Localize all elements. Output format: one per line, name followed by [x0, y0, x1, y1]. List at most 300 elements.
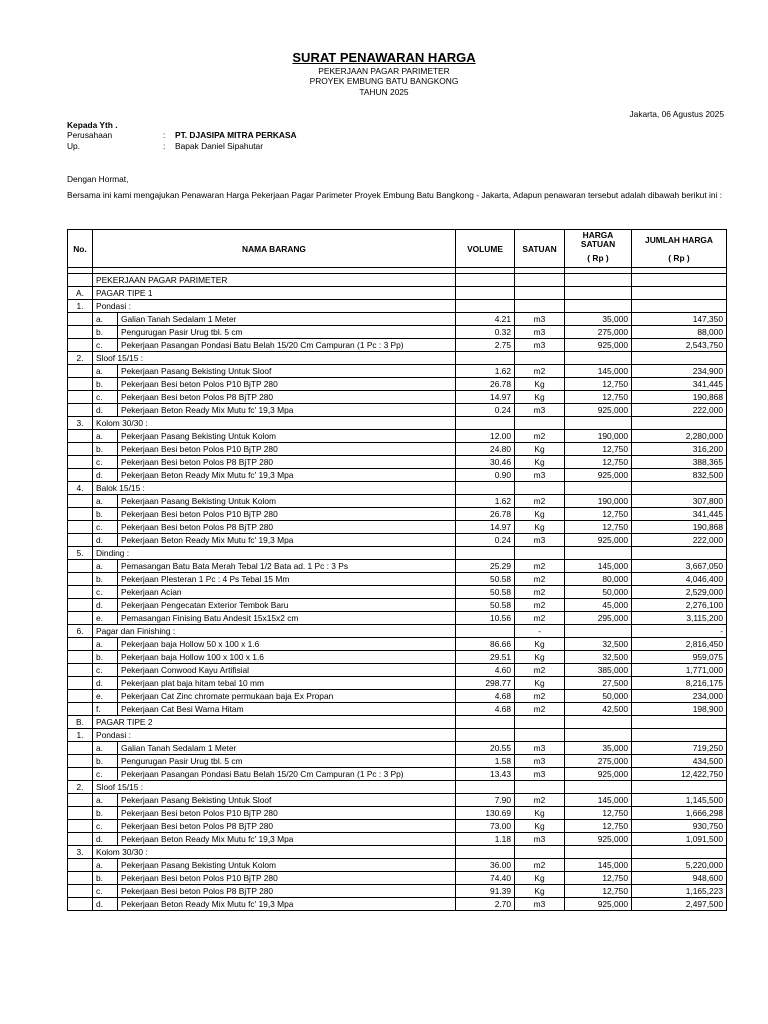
cell-no: 3.	[68, 846, 93, 859]
cell-satuan	[515, 781, 565, 794]
cell-sub-letter: c.	[93, 521, 118, 534]
cell-no	[68, 508, 93, 521]
table-row	[68, 833, 727, 846]
cell-jumlah: 234,900	[632, 365, 727, 378]
cell-jumlah: 2,497,500	[632, 898, 727, 911]
table-row	[68, 599, 727, 612]
cell-satuan: m3	[515, 768, 565, 781]
cell-desc: Galian Tanah Sedalam 1 Meter	[118, 742, 456, 755]
table-row	[68, 664, 727, 677]
table-row	[68, 417, 727, 430]
cell-jumlah: 719,250	[632, 742, 727, 755]
cell-harga: 32,500	[565, 638, 632, 651]
cell-jumlah	[632, 846, 727, 859]
table-row	[68, 638, 727, 651]
cell-volume	[456, 625, 515, 638]
cell-volume	[456, 781, 515, 794]
cell-satuan: m3	[515, 469, 565, 482]
cell-harga	[565, 781, 632, 794]
cell-desc: Pekerjaan Pasang Bekisting Untuk Kolom	[118, 495, 456, 508]
cell-no	[68, 677, 93, 690]
table-row	[68, 521, 727, 534]
cell-sub-letter: c.	[93, 768, 118, 781]
table-row	[68, 547, 727, 560]
cell-jumlah: 1,771,000	[632, 664, 727, 677]
table-row	[68, 820, 727, 833]
cell-volume: 10.56	[456, 612, 515, 625]
cell-no: 1.	[68, 300, 93, 313]
table-row	[68, 430, 727, 443]
cell-jumlah	[632, 300, 727, 313]
cell-volume	[456, 274, 515, 287]
cell-sub-letter: d.	[93, 404, 118, 417]
cell-harga: 35,000	[565, 313, 632, 326]
cell-sub-letter: f.	[93, 703, 118, 716]
cell-sub-letter: a.	[93, 365, 118, 378]
cell-jumlah: -	[632, 625, 727, 638]
cell-sub-letter: b.	[93, 755, 118, 768]
cell-jumlah: 198,900	[632, 703, 727, 716]
cell-harga	[565, 352, 632, 365]
cell-volume: 0.24	[456, 404, 515, 417]
cell-volume: 91.39	[456, 885, 515, 898]
table-row	[68, 885, 727, 898]
cell-harga	[565, 625, 632, 638]
cell-desc: Pagar dan Finishing :	[93, 625, 456, 638]
cell-harga	[565, 716, 632, 729]
cell-harga: 12,750	[565, 807, 632, 820]
cell-satuan: Kg	[515, 443, 565, 456]
cell-no	[68, 534, 93, 547]
cell-volume: 0.24	[456, 534, 515, 547]
document-subtitle-project: PEKERJAAN PAGAR PARIMETER	[318, 66, 450, 76]
cell-no	[68, 755, 93, 768]
cell-harga: 925,000	[565, 469, 632, 482]
cell-no	[68, 521, 93, 534]
cell-sub-letter: e.	[93, 690, 118, 703]
cell-desc: PEKERJAAN PAGAR PARIMETER	[93, 274, 456, 287]
cell-harga	[565, 547, 632, 560]
cell-desc: Pekerjaan Pasang Bekisting Untuk Kolom	[118, 430, 456, 443]
cell-no	[68, 742, 93, 755]
cell-sub-letter: b.	[93, 573, 118, 586]
cell-sub-letter: a.	[93, 313, 118, 326]
cell-sub-letter: d.	[93, 677, 118, 690]
cell-jumlah: 341,445	[632, 508, 727, 521]
cell-sub-letter: b.	[93, 807, 118, 820]
cell-satuan: m2	[515, 573, 565, 586]
table-row	[68, 690, 727, 703]
cell-volume: 0.90	[456, 469, 515, 482]
col-header-volume: VOLUME	[456, 230, 515, 268]
table-row	[68, 300, 727, 313]
cell-volume: 24.80	[456, 443, 515, 456]
cell-no	[68, 586, 93, 599]
col-header-harga-line1: HARGA	[582, 229, 614, 240]
cell-sub-letter: a.	[93, 638, 118, 651]
cell-satuan	[515, 482, 565, 495]
cell-jumlah	[632, 352, 727, 365]
cell-satuan: m3	[515, 833, 565, 846]
table-row	[68, 560, 727, 573]
cell-jumlah: 190,868	[632, 521, 727, 534]
cell-harga: 275,000	[565, 755, 632, 768]
table-row	[68, 703, 727, 716]
cell-satuan: m2	[515, 430, 565, 443]
cell-harga: 275,000	[565, 326, 632, 339]
cell-jumlah: 147,350	[632, 313, 727, 326]
cell-harga: 190,000	[565, 430, 632, 443]
cell-harga: 12,750	[565, 443, 632, 456]
cell-desc: PAGAR TIPE 1	[93, 287, 456, 300]
cell-sub-letter: c.	[93, 664, 118, 677]
cell-no	[68, 365, 93, 378]
cell-sub-letter: c.	[93, 391, 118, 404]
cell-desc: Pekerjaan Plesteran 1 Pc : 4 Ps Tebal 15 Mm	[118, 573, 456, 586]
cell-sub-letter: c.	[93, 885, 118, 898]
cell-desc: Sloof 15/15 :	[93, 352, 456, 365]
cell-satuan	[515, 716, 565, 729]
cell-volume: 130.69	[456, 807, 515, 820]
table-row	[68, 274, 727, 287]
cell-jumlah: 307,800	[632, 495, 727, 508]
cell-harga: 145,000	[565, 560, 632, 573]
cell-jumlah: 832,500	[632, 469, 727, 482]
cell-satuan	[515, 300, 565, 313]
cell-satuan: m2	[515, 703, 565, 716]
cell-jumlah: 1,091,500	[632, 833, 727, 846]
cell-desc: Pekerjaan Conwood Kayu Artifisial	[118, 664, 456, 677]
cell-volume: 50.58	[456, 599, 515, 612]
cell-jumlah	[632, 547, 727, 560]
col-header-no: No.	[68, 230, 93, 268]
cell-desc: Pekerjaan Pasangan Pondasi Batu Belah 15/20 Cm Campuran (1 Pc : 3 Pp)	[118, 339, 456, 352]
cell-satuan: Kg	[515, 885, 565, 898]
cell-no	[68, 794, 93, 807]
cell-harga: 35,000	[565, 742, 632, 755]
cell-desc: PAGAR TIPE 2	[93, 716, 456, 729]
cell-no	[68, 833, 93, 846]
cell-sub-letter: d.	[93, 469, 118, 482]
cell-desc: Pekerjaan Besi beton Polos P8 BjTP 280	[118, 456, 456, 469]
attention-label: Up.	[67, 141, 81, 151]
cell-harga	[565, 417, 632, 430]
cell-volume	[456, 287, 515, 300]
table-row	[68, 508, 727, 521]
cell-desc: Pekerjaan Cat Zinc chromate permukaan baja Ex Propan	[118, 690, 456, 703]
cell-harga: 12,750	[565, 521, 632, 534]
cell-sub-letter: a.	[93, 794, 118, 807]
cell-volume: 2.75	[456, 339, 515, 352]
table-row	[68, 742, 727, 755]
cell-harga	[565, 729, 632, 742]
cell-no	[68, 391, 93, 404]
cell-volume: 50.58	[456, 573, 515, 586]
cell-jumlah: 948,600	[632, 872, 727, 885]
cell-volume: 1.58	[456, 755, 515, 768]
cell-volume: 86.66	[456, 638, 515, 651]
cell-jumlah	[632, 274, 727, 287]
cell-sub-letter: c.	[93, 586, 118, 599]
cell-sub-letter: c.	[93, 456, 118, 469]
table-row	[68, 469, 727, 482]
cell-satuan: m3	[515, 755, 565, 768]
cell-harga: 12,750	[565, 508, 632, 521]
cell-no	[68, 326, 93, 339]
greeting: Dengan Hormat,	[67, 174, 129, 184]
cell-desc: Pekerjaan Cat Besi Warna Hitam	[118, 703, 456, 716]
cell-no	[68, 469, 93, 482]
cell-sub-letter: b.	[93, 508, 118, 521]
cell-desc: Pekerjaan Besi beton Polos P8 BjTP 280	[118, 820, 456, 833]
cell-desc: Pekerjaan Acian	[118, 586, 456, 599]
cell-satuan: m3	[515, 534, 565, 547]
cell-satuan	[515, 274, 565, 287]
cell-jumlah: 3,667,050	[632, 560, 727, 573]
cell-desc: Pekerjaan baja Hollow 50 x 100 x 1.6	[118, 638, 456, 651]
cell-satuan: m3	[515, 898, 565, 911]
cell-jumlah: 959,075	[632, 651, 727, 664]
cell-satuan: m2	[515, 560, 565, 573]
table-row	[68, 612, 727, 625]
cell-volume: 50.58	[456, 586, 515, 599]
table-row	[68, 768, 727, 781]
cell-desc: Balok 15/15 :	[93, 482, 456, 495]
cell-harga: 42,500	[565, 703, 632, 716]
cell-harga: 32,500	[565, 651, 632, 664]
cell-desc: Pemasangan Finising Batu Andesit 15x15x2 cm	[118, 612, 456, 625]
cell-jumlah: 5,220,000	[632, 859, 727, 872]
cell-volume: 13.43	[456, 768, 515, 781]
cell-volume: 0.32	[456, 326, 515, 339]
cell-sub-letter: a.	[93, 560, 118, 573]
table-row	[68, 326, 727, 339]
cell-harga: 925,000	[565, 833, 632, 846]
cell-harga: 50,000	[565, 586, 632, 599]
document-subtitle-location: PROYEK EMBUNG BATU BANGKONG	[309, 76, 459, 86]
cell-no	[68, 690, 93, 703]
cell-sub-letter: b.	[93, 443, 118, 456]
cell-no: 2.	[68, 781, 93, 794]
cell-satuan: m2	[515, 586, 565, 599]
cell-jumlah	[632, 482, 727, 495]
cell-jumlah: 2,543,750	[632, 339, 727, 352]
cell-jumlah	[632, 781, 727, 794]
cell-no	[68, 339, 93, 352]
cell-sub-letter: b.	[93, 651, 118, 664]
cell-volume	[456, 482, 515, 495]
col-header-rp-jumlah: ( Rp )	[632, 250, 727, 268]
cell-desc: Pengurugan Pasir Urug tbl. 5 cm	[118, 755, 456, 768]
cell-satuan	[515, 352, 565, 365]
cell-desc: Pekerjaan plat baja hitam tebal 10 mm	[118, 677, 456, 690]
cell-volume: 4.68	[456, 690, 515, 703]
cell-volume: 73.00	[456, 820, 515, 833]
table-row	[68, 846, 727, 859]
table-row	[68, 586, 727, 599]
cell-no	[68, 443, 93, 456]
cell-jumlah: 1,666,298	[632, 807, 727, 820]
cell-volume	[456, 300, 515, 313]
col-header-harga-line2: SATUAN	[580, 238, 616, 249]
cell-volume	[456, 846, 515, 859]
table-row	[68, 365, 727, 378]
table-row	[68, 859, 727, 872]
cell-desc: Pekerjaan Beton Ready Mix Mutu fc' 19,3 Mpa	[118, 534, 456, 547]
cell-desc: Sloof 15/15 :	[93, 781, 456, 794]
cell-volume: 14.97	[456, 391, 515, 404]
table-row	[68, 391, 727, 404]
cell-no	[68, 313, 93, 326]
cell-desc: Pekerjaan Besi beton Polos P10 BjTP 280	[118, 807, 456, 820]
cell-volume: 4.68	[456, 703, 515, 716]
cell-desc: Dinding :	[93, 547, 456, 560]
cell-satuan: Kg	[515, 508, 565, 521]
cell-no: B.	[68, 716, 93, 729]
cell-sub-letter: b.	[93, 326, 118, 339]
cell-jumlah: 2,276,100	[632, 599, 727, 612]
table-row	[68, 794, 727, 807]
cell-sub-letter: a.	[93, 859, 118, 872]
cell-satuan: m2	[515, 794, 565, 807]
col-header-satuan: SATUAN	[515, 230, 565, 268]
col-header-rp-harga: ( Rp )	[565, 250, 632, 268]
cell-harga: 50,000	[565, 690, 632, 703]
cell-volume	[456, 729, 515, 742]
cell-satuan: Kg	[515, 807, 565, 820]
document-subtitle-year: TAHUN 2025	[359, 87, 409, 97]
cell-no: 4.	[68, 482, 93, 495]
cell-satuan: m3	[515, 313, 565, 326]
cell-desc: Pekerjaan Besi beton Polos P8 BjTP 280	[118, 885, 456, 898]
cell-no	[68, 495, 93, 508]
cell-harga	[565, 287, 632, 300]
cell-jumlah: 341,445	[632, 378, 727, 391]
cell-satuan: Kg	[515, 872, 565, 885]
table-row	[68, 625, 727, 638]
cell-jumlah: 1,145,500	[632, 794, 727, 807]
cell-jumlah: 2,529,000	[632, 586, 727, 599]
table-row	[68, 573, 727, 586]
col-header-harga	[565, 230, 632, 250]
cell-harga: 27,500	[565, 677, 632, 690]
table-row	[68, 378, 727, 391]
company-value: PT. DJASIPA MITRA PERKASA	[175, 130, 297, 140]
cell-desc: Pekerjaan Beton Ready Mix Mutu fc' 19,3 Mpa	[118, 469, 456, 482]
cell-volume: 25.29	[456, 560, 515, 573]
cell-jumlah: 3,115,200	[632, 612, 727, 625]
cell-harga: 925,000	[565, 534, 632, 547]
cell-no	[68, 430, 93, 443]
cell-desc: Pekerjaan Pasang Bekisting Untuk Sloof	[118, 794, 456, 807]
recipient-heading: Kepada Yth .	[67, 120, 118, 130]
cell-volume	[456, 547, 515, 560]
attention-colon: :	[163, 141, 166, 151]
cell-harga: 12,750	[565, 391, 632, 404]
cell-volume: 20.55	[456, 742, 515, 755]
cell-jumlah: 12,422,750	[632, 768, 727, 781]
cell-volume	[456, 417, 515, 430]
cell-satuan: m2	[515, 859, 565, 872]
cell-volume: 298.77	[456, 677, 515, 690]
cell-jumlah	[632, 716, 727, 729]
cell-no	[68, 859, 93, 872]
cell-jumlah	[632, 729, 727, 742]
cell-satuan: Kg	[515, 456, 565, 469]
cell-harga: 145,000	[565, 859, 632, 872]
cell-volume: 1.62	[456, 495, 515, 508]
table-row	[68, 781, 727, 794]
cell-desc: Pondasi :	[93, 729, 456, 742]
cell-satuan	[515, 729, 565, 742]
cell-sub-letter: c.	[93, 339, 118, 352]
cell-jumlah: 316,200	[632, 443, 727, 456]
document-title: SURAT PENAWARAN HARGA	[292, 50, 476, 65]
cell-satuan: m2	[515, 612, 565, 625]
cell-no	[68, 560, 93, 573]
col-header-jumlah: JUMLAH HARGA	[632, 230, 727, 250]
cell-jumlah	[632, 417, 727, 430]
cell-jumlah: 222,000	[632, 404, 727, 417]
cell-satuan	[515, 846, 565, 859]
cell-harga: 12,750	[565, 872, 632, 885]
cell-jumlah: 930,750	[632, 820, 727, 833]
col-header-nama: NAMA BARANG	[93, 230, 456, 268]
cell-jumlah: 4,046,400	[632, 573, 727, 586]
cell-volume: 14.97	[456, 521, 515, 534]
cell-harga: 925,000	[565, 339, 632, 352]
cell-harga: 45,000	[565, 599, 632, 612]
table-row	[68, 716, 727, 729]
cell-jumlah	[632, 287, 727, 300]
table-row	[68, 287, 727, 300]
cell-volume: 1.62	[456, 365, 515, 378]
table-row	[68, 443, 727, 456]
cell-no	[68, 274, 93, 287]
cell-harga: 925,000	[565, 898, 632, 911]
cell-desc: Pekerjaan Pasangan Pondasi Batu Belah 15/20 Cm Campuran (1 Pc : 3 Pp)	[118, 768, 456, 781]
cell-harga	[565, 300, 632, 313]
cell-sub-letter: c.	[93, 820, 118, 833]
table-row	[68, 898, 727, 911]
cell-jumlah: 222,000	[632, 534, 727, 547]
cell-no: 6.	[68, 625, 93, 638]
cell-harga	[565, 482, 632, 495]
table-row	[68, 482, 727, 495]
cell-volume: 29.51	[456, 651, 515, 664]
cell-desc: Pekerjaan Besi beton Polos P10 BjTP 280	[118, 378, 456, 391]
cell-jumlah: 190,868	[632, 391, 727, 404]
cell-desc: Pekerjaan Pengecatan Exterior Tembok Baru	[118, 599, 456, 612]
cell-sub-letter: a.	[93, 495, 118, 508]
cell-no	[68, 456, 93, 469]
attention-value: Bapak Daniel Sipahutar	[175, 141, 263, 151]
cell-satuan: -	[515, 625, 565, 638]
cell-desc: Pondasi :	[93, 300, 456, 313]
cell-no: 3.	[68, 417, 93, 430]
cell-volume: 12.00	[456, 430, 515, 443]
table-row	[68, 339, 727, 352]
cell-sub-letter: d.	[93, 833, 118, 846]
table-row	[68, 313, 727, 326]
cell-desc: Pekerjaan Pasang Bekisting Untuk Kolom	[118, 859, 456, 872]
cell-sub-letter: a.	[93, 742, 118, 755]
cell-desc: Pekerjaan Beton Ready Mix Mutu fc' 19,3 Mpa	[118, 898, 456, 911]
cell-no: 2.	[68, 352, 93, 365]
cell-no	[68, 807, 93, 820]
cell-desc: Pekerjaan Besi beton Polos P10 BjTP 280	[118, 508, 456, 521]
cell-desc: Pekerjaan Besi beton Polos P10 BjTP 280	[118, 443, 456, 456]
